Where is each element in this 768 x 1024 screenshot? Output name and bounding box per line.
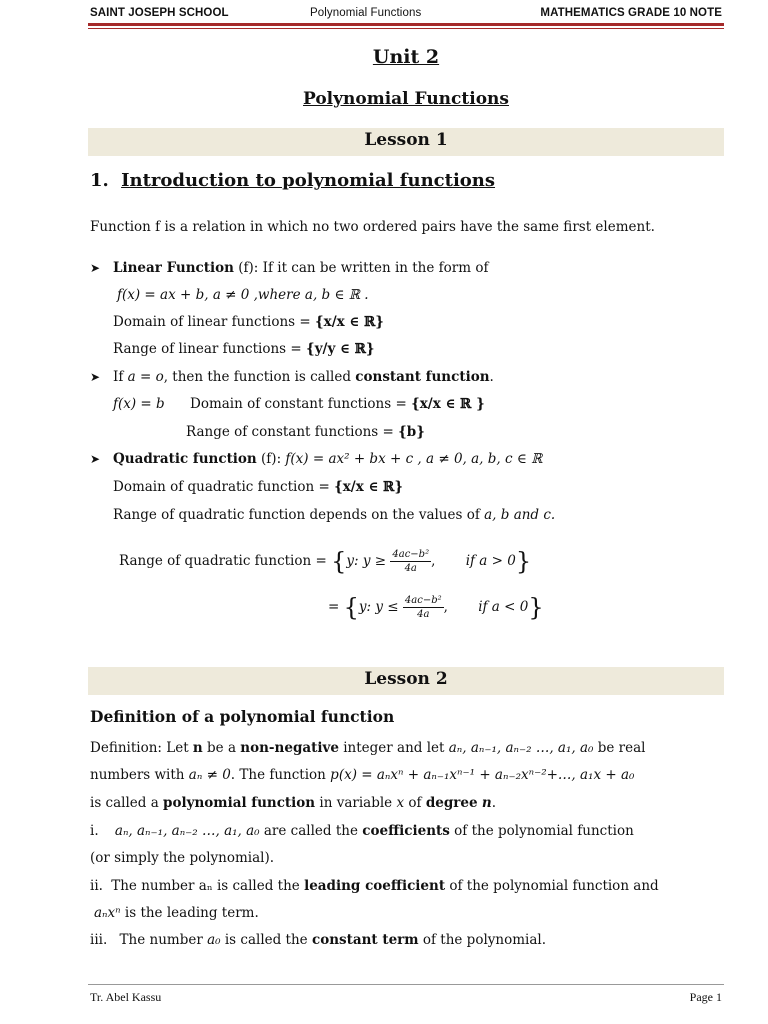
constant-label: constant function [355, 369, 490, 385]
def-text: be a [202, 740, 241, 756]
item-ii-line2 [94, 905, 259, 921]
item-i [90, 823, 634, 839]
definition-heading: Definition of a polynomial function [90, 707, 395, 726]
header-rule-thin [88, 28, 724, 29]
quadratic-domain-prefix: Domain of quadratic function = [113, 479, 335, 495]
linear-formula: f(x) = ax + b, a ≠ 0 ,where a, b ∈ ℝ . [117, 287, 369, 303]
set2-start: y: y ≤ [358, 599, 399, 615]
item-text: The number [111, 878, 199, 894]
quadratic-line [113, 451, 542, 467]
item-text: is the leading term. [120, 905, 259, 921]
def-text: integer and let [338, 740, 449, 756]
footer-page-number: Page 1 [689, 990, 722, 1004]
item-ii-bold: leading coefficient [304, 878, 446, 894]
definition-line-2 [90, 767, 634, 783]
constant-then: , then the function is called [163, 369, 356, 385]
open-brace: { [331, 547, 347, 576]
constant-domain [190, 396, 485, 412]
def-text: . [491, 795, 496, 811]
unit-title: Unit 2 [372, 46, 440, 68]
constant-if: If [113, 369, 128, 385]
def-polynomial-function: polynomial function [163, 795, 316, 811]
linear-line [113, 260, 488, 276]
footer-teacher: Tr. Abel Kassu [90, 990, 162, 1004]
quadratic-domain-set: {x/x ∈ ℝ} [334, 479, 404, 495]
fraction [403, 594, 444, 621]
fraction-denominator: 4a [417, 609, 430, 620]
quadratic-range-note-vars: a, b and c. [484, 507, 556, 523]
constant-range-set: {b} [398, 424, 425, 440]
quadratic-rest: (f): [256, 451, 286, 467]
header-school: SAINT JOSEPH SCHOOL [90, 7, 229, 19]
constant-range [186, 424, 425, 440]
constant-domain-prefix: Domain of constant functions = [190, 396, 412, 412]
section-number: 1. [90, 170, 109, 191]
linear-label: Linear Function [113, 260, 234, 276]
item-ii [90, 878, 659, 894]
condition-2: if a < 0 [478, 599, 529, 615]
header-topic: Polynomial Functions [310, 7, 422, 19]
quadratic-range-row2: = {y: y ≤ $\frac{\text{4ac−b²}}{4a}$ , if a < 0} [328, 593, 544, 622]
linear-domain [113, 314, 384, 330]
linear-range [113, 341, 375, 357]
def-nonnegative: non-negative [240, 740, 339, 756]
def-degree: degree [425, 795, 478, 811]
linear-domain-set: {x/x ∈ ℝ} [314, 314, 384, 330]
quadratic-range-label: Range of quadratic function = [119, 553, 332, 569]
item-text: of the polynomial function and [445, 878, 659, 894]
def-text: of [404, 795, 426, 811]
intro-text: Function f is a relation in which no two ordered pairs have the same first element. [90, 219, 655, 235]
constant-range-prefix: Range of constant functions = [186, 424, 399, 440]
fraction [390, 548, 431, 575]
header-subject: MATHEMATICS GRADE 10 NOTE [540, 7, 722, 19]
item-text: The number [119, 932, 208, 948]
linear-rest: (f): If it can be written in the form of [233, 260, 489, 276]
page-header [88, 4, 722, 24]
quadratic-range-note [113, 507, 555, 523]
item-number: i. [90, 823, 99, 839]
lesson1-heading: Lesson 1 [364, 130, 448, 150]
section-title: Introduction to polynomial functions [121, 170, 496, 191]
definition-line-3 [90, 795, 496, 811]
def-text: be real [593, 740, 646, 756]
item-ii-term: aₙxⁿ [94, 905, 121, 921]
def-an-nonzero: aₙ ≠ 0 [188, 767, 231, 783]
constant-formula: f(x) = b [113, 396, 165, 412]
item-text: of the polynomial. [418, 932, 546, 948]
def-text: in variable [315, 795, 397, 811]
item-number: ii. [90, 878, 103, 894]
constant-domain-set: {x/x ∈ ℝ } [411, 396, 485, 412]
linear-range-prefix: Range of linear functions = [113, 341, 307, 357]
definition-line-1 [90, 740, 645, 756]
item-ii-an: aₙ [198, 878, 213, 894]
unit-subtitle: Polynomial Functions [303, 89, 509, 109]
def-text: . The function [230, 767, 331, 783]
constant-period: . [489, 369, 494, 385]
def-variable: x [396, 795, 405, 811]
item-text: is called the [220, 932, 312, 948]
quadratic-range-note-prefix: Range of quadratic function depends on the values of [113, 507, 485, 523]
def-text: numbers with [90, 767, 189, 783]
item-i-bold: coefficients [362, 823, 450, 839]
fraction-numerator: 4ac−b² [392, 549, 430, 560]
def-coefficients: aₙ, aₙ₋₁, aₙ₋₂ …, a₁, a₀ [448, 740, 594, 756]
set1-start: y: y ≥ [346, 553, 387, 569]
item-text: is called the [212, 878, 305, 894]
fraction-numerator: 4ac−b² [404, 595, 442, 606]
section-heading [90, 170, 495, 191]
item-iii-bold: constant term [311, 932, 419, 948]
equals-sign: = [328, 599, 340, 615]
linear-range-set: {y/y ∈ ℝ} [306, 341, 375, 357]
def-text: is called a [90, 795, 164, 811]
close-brace: } [528, 593, 544, 622]
item-text: are called the [259, 823, 363, 839]
linear-domain-prefix: Domain of linear functions = [113, 314, 315, 330]
item-iii [90, 932, 546, 948]
fraction-denominator: 4a [404, 563, 417, 574]
quadratic-label: Quadratic function [113, 451, 257, 467]
lesson2-heading: Lesson 2 [364, 669, 448, 689]
bullet-arrow-icon: ➤ [90, 261, 101, 275]
item-i-coefficients: aₙ, aₙ₋₁, aₙ₋₂ …, a₁, a₀ [114, 823, 260, 839]
close-brace: } [515, 547, 532, 576]
item-number: iii. [90, 932, 108, 948]
def-polynomial-formula: p(x) = aₙxⁿ + aₙ₋₁xⁿ⁻¹ + aₙ₋₂xⁿ⁻²+…, a₁x + a₀ [330, 767, 635, 783]
bullet-arrow-icon: ➤ [90, 452, 101, 466]
quadratic-domain [113, 479, 403, 495]
constant-condition: a = o [127, 369, 164, 385]
quadratic-range-row1: Range of quadratic function = {y: y ≥ $\frac{\text{4ac−b²}}{4a}$ , if a > 0} [119, 547, 532, 576]
def-n: n [192, 740, 203, 756]
def-text: Definition: Let [90, 740, 193, 756]
constant-line [113, 369, 494, 385]
open-brace: { [343, 593, 359, 622]
item-text: of the polynomial function [449, 823, 634, 839]
quadratic-formula: f(x) = ax² + bx + c , a ≠ 0, a, b, c ∈ ℝ [285, 451, 543, 467]
condition-1: if a > 0 [465, 553, 516, 569]
footer-rule [88, 984, 724, 985]
header-rule-thick [88, 23, 724, 26]
def-degree-n: n [481, 795, 492, 811]
item-i-line2: (or simply the polynomial). [90, 850, 275, 866]
item-iii-a0: a₀ [207, 932, 221, 948]
bullet-arrow-icon: ➤ [90, 370, 101, 384]
